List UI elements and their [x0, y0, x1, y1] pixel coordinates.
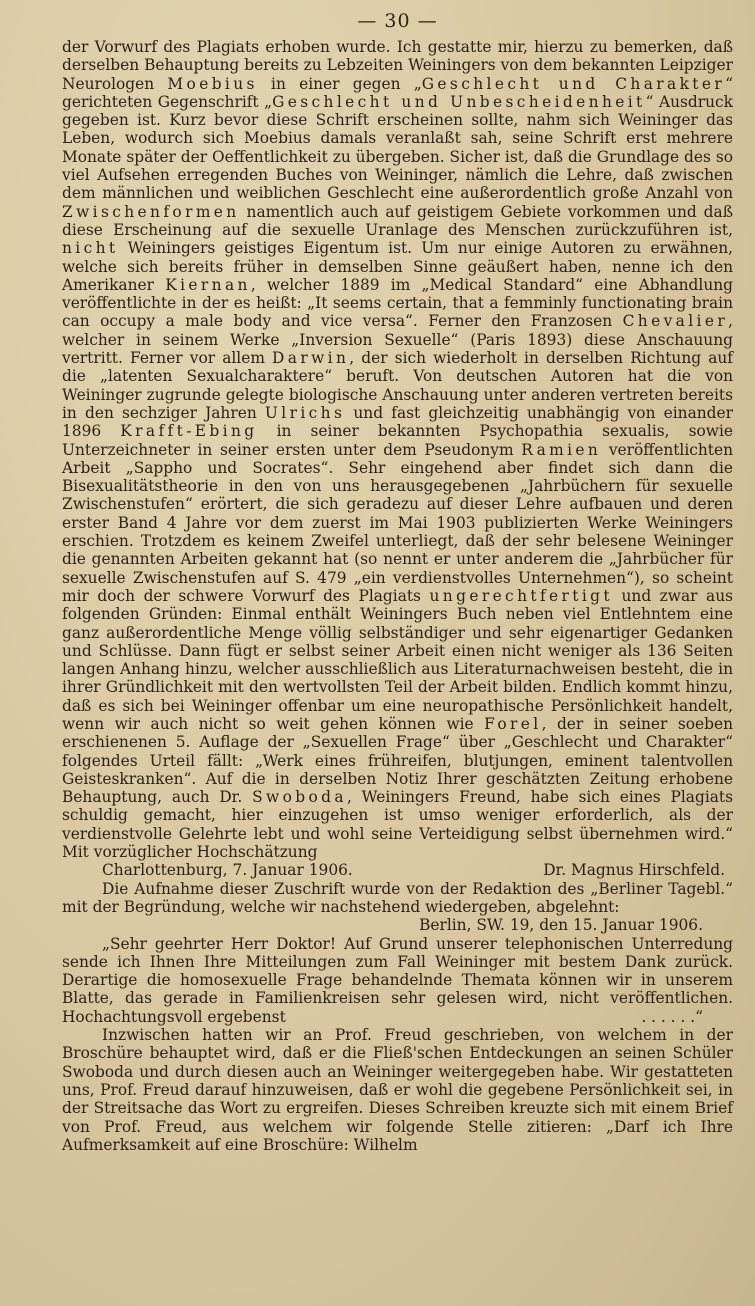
spaced-name-swoboda: Swoboda — [252, 788, 347, 807]
paragraph-editor-reply — [62, 935, 733, 1026]
paragraph-rejection-intro: Die Aufnahme dieser Zuschrift wurde von der Redaktion des „Berliner Tagebl.“ mit der Begründung, welche wir nachstehend wiedergeben, abgelehnt: — [62, 879, 733, 916]
dateline: Berlin, SW. 19, den 15. Januar 1906. — [419, 916, 703, 935]
spaced-name-kiernan: Kiernan — [165, 275, 251, 294]
text-run: „Sehr geehrter Herr Doktor! Auf Grund unserer telephonischen Unterredung sende ich Ihnen Ihre Mitteilungen zum Fall Weininger mit bestem Dank zurück. Derartige die homosexuelle Frage behandelnde Themata können wir in unserem Blatte, das gerade in Familienkreisen sehr gelesen wird, nicht veröffentlichen. Hochachtungsvoll ergebenst — [62, 934, 733, 1026]
spaced-name-ramien: Ramien — [521, 440, 602, 459]
spaced-title-geschlecht-und-unbescheidenheit: Geschlecht und Unbescheidenheit — [272, 92, 646, 111]
spaced-name-forel: Forel — [484, 714, 542, 733]
spaced-word-ungerechtfertigt: ungerechtfertigt — [429, 586, 613, 605]
text-run: , der in seiner soeben erschienenen 5. Auflage der „Sexuellen Frage“ über „Geschlecht und Charakter“ folgendes Urteil fällt: „Werk eines frühreifen, blutjungen, eminent talentvollen Geisteskranken“. Auf die in derselben Notiz Ihrer geschätzten Zeitung erhobene Behauptung, auch Dr. — [62, 714, 733, 807]
page-number: — 30 — — [357, 10, 438, 32]
spaced-name-moebius: Moebius — [167, 74, 258, 93]
body-text — [62, 38, 733, 1154]
spaced-name-chevalier: Chevalier — [622, 312, 729, 331]
text-run: namentlich auch auf geistigem Gebiete vorkommen und daß diese Erscheinung auf die sexuelle Uranlage des Menschen zurückzuführen ist, — [62, 202, 733, 239]
spaced-name-ulrichs: Ulrichs — [264, 403, 346, 422]
text-run: in seiner bekannten Psychopathia sexualis, sowie Unterzeichneter in seiner ersten unter dem Pseudonym — [62, 422, 734, 459]
text-run: , welcher in seinem Werke „Inversion Sexuelle“ (Paris 1893) diese Anschauung vertritt. Ferner vor allem — [62, 312, 733, 368]
spaced-word-nicht: nicht — [62, 239, 119, 258]
text-run: und fast gleichzeitig unabhängig von einander 1896 — [62, 403, 733, 441]
text-run: der Vorwurf des Plagiats erhoben wurde. Ich gestatte mir, hierzu zu bemerken, daß derselben Behauptung bereits zu Lebzeiten Weiningers von dem bekannten Leipziger Neurologen — [62, 38, 733, 93]
text-run: “ Ausdruck gegeben ist. Kurz bevor diese Schrift erscheinen sollte, nahm sich Weininger das Leben, wodurch sich Moebius damals veranlaßt sah, seine Schrift erst mehrere Monate später der Oeffentlichkeit zu übergeben. Sicher ist, daß die Grundlage des so viel Aufsehen erregenden Buches von Weininger, nämlich die Lehre, daß zwischen dem männlichen und weiblichen Geschlecht eine außerordentlich große Anzahl von — [62, 92, 733, 203]
signature-name: Dr. Magnus Hirschfeld. — [543, 861, 725, 880]
text-run: in einer gegen „ — [257, 74, 422, 93]
spaced-name-krafft-ebing: Krafft-Ebing — [120, 422, 258, 441]
spaced-word-zwischenformen: Zwischenformen — [62, 202, 240, 221]
text-run: veröffentlichten Arbeit „Sappho und Socrates“. Sehr eingehend aber findet sich dann die Bisexualitätstheorie in den von uns herausgegebenen „Jahrbüchern für sexuelle Zwischenstufen“ erörtert, die sich geradezu auf dieser Lehre aufbauen und deren erster Band 4 Jahre vor dem zuerst im Mai 1903 publizierten Werke Weiningers erschien. Trotzdem es keinem Zweifel unterliegt, daß der sehr belesene Weininger die genannten Arbeiten gekannt hat (so nennt er unter anderem die „Jahrbücher für sexuelle Zwischenstufen auf S. 479 „ein verdienstvolles Unternehmen“), so scheint mir doch der schwere Vorwurf des Plagiats — [62, 440, 733, 605]
paragraph-letter — [62, 38, 733, 861]
text-run: , Weiningers Freund, habe sich eines Plagiats schuldig gemacht, hier einzugehen ist umso weniger erforderlich, als der verdienstvolle Gelehrte lebt und wohl seine Verteidigung selbst übernehmen wird.“ Mit vorzüglicher Hochschätzung — [62, 788, 733, 862]
text-run: Weiningers geistiges Eigentum ist. Um nur einige Autoren zu erwähnen, welche sich bereits früher in demselben Sinne geäußert haben, nenne ich den Amerikaner — [62, 239, 733, 294]
spaced-name-darwin: Darwin — [272, 349, 350, 368]
text-run: “ gerichteten Gegenschrift „ — [62, 74, 733, 111]
closing-dots: . . . . . .“ — [641, 1007, 703, 1026]
text-run: , der sich wiederholt in derselben Richtung auf die „latenten Sexualcharaktere“ beruft. Von deutschen Autoren hat die von Weininger zugrunde gelegte biologische Anschauung unter anderen vertreten bereits in den sechziger Jahren — [62, 349, 733, 422]
spaced-title-geschlecht-und-charakter: Geschlecht und Charakter — [421, 74, 726, 93]
signature-place-date: Charlottenburg, 7. Januar 1906. — [102, 861, 353, 880]
text-run: , welcher 1889 im „Medical Standard“ eine Abhandlung veröffentlichte in der es heißt: „It seems certain, that a femminly functionating brain can occupy a male body and vice versa“. Ferner den Franzosen — [62, 275, 733, 331]
paragraph-freud: Inzwischen hatten wir an Prof. Freud geschrieben, von welchem in der Broschüre behauptet wird, daß er die Fließ'schen Entdeckungen an seinen Schüler Swoboda und durch diesen auch an Weininger weitergegeben habe. Wir gestatteten uns, Prof. Freud darauf hinzuweisen, daß er wohl die gegebene Persönlichkeit sei, in der Streitsache das Wort zu ergreifen. Dieses Schreiben kreuzte sich mit einem Brief von Prof. Freud, aus welchem wir folgende Stelle zitieren: „Darf ich Ihre Aufmerksamkeit auf eine Broschüre: Wilhelm — [62, 1026, 733, 1154]
text-run: und zwar aus folgenden Gründen: Einmal enthält Weiningers Buch neben viel Entlehntem eine ganz außerordentliche Menge völlig selbständiger und sehr eigenartiger Gedanken und Schlüsse. Dann fügt er selbst seiner Arbeit einen nicht weniger als 136 Seiten langen Anhang hinzu, welcher ausschließlich aus Literaturnachweisen besteht, die in ihrer Gründlichkeit mit den wertvollsten Teil der Arbeit bilden. Endlich kommt hinzu, daß es sich bei Weininger offenbar um eine neuropathische Persönlichkeit handelt, wenn wir auch nicht so weit gehen können wie — [62, 586, 734, 733]
signature-line — [62, 861, 733, 879]
